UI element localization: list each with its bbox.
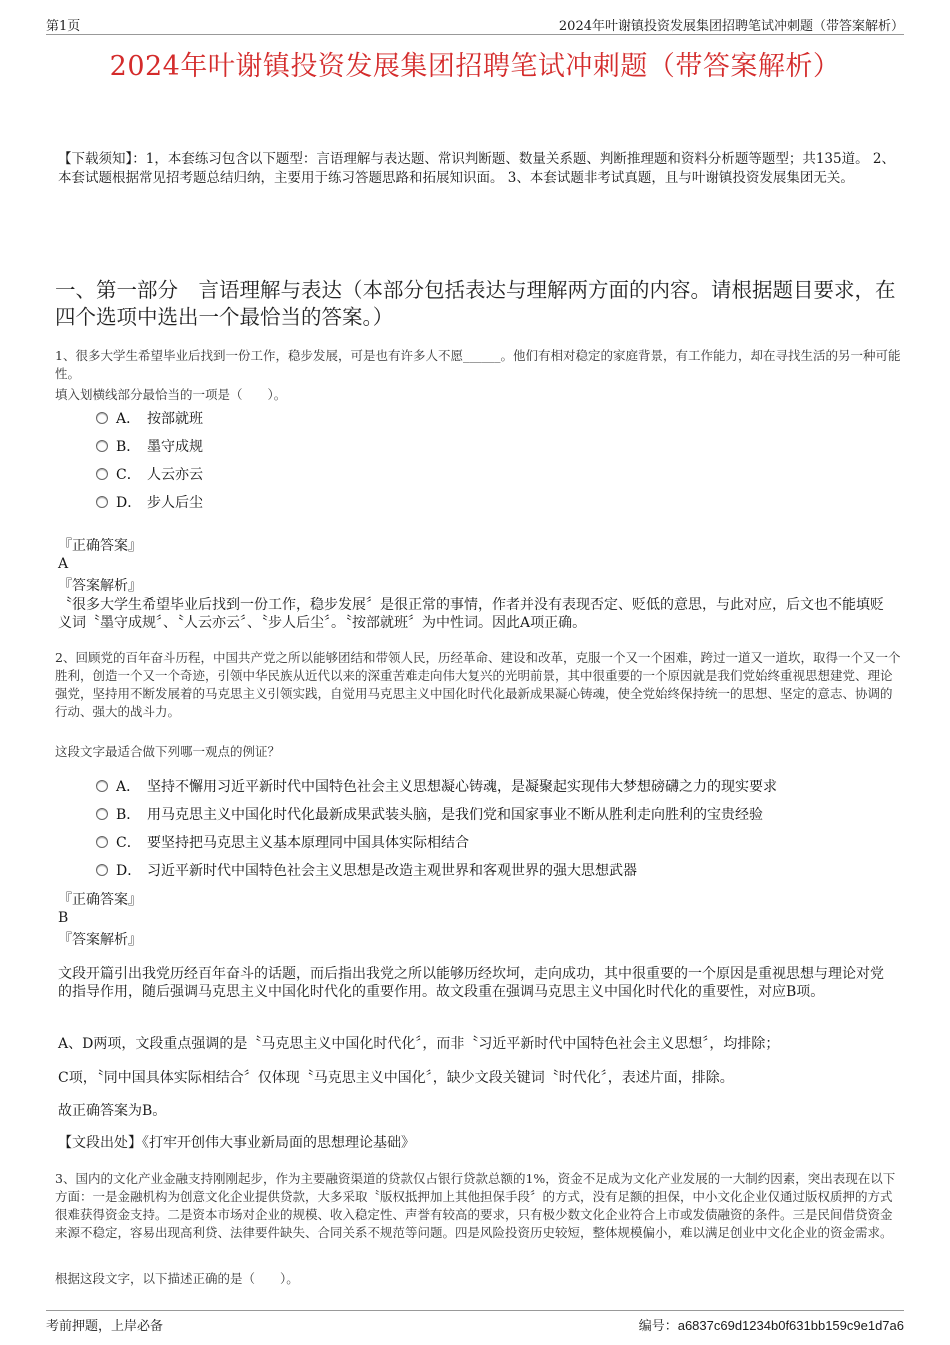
q1-answer: A	[58, 556, 69, 572]
q3-stem: 3、国内的文化产业金融支持刚刚起步，作为主要融资渠道的贷款仅占银行贷款总额的1%，资金不足成为文化产业发展的一大制约因素，突出表现在以下方面：一是金融机构为创意文化企业提供贷款，大多采取〝版权抵押加上其他担保手段〞的方式，没有足额的担保，中小文化企业仅通过版权质押的方式很难获得资金支持。二是资本市场对企业的规模、收入稳定性、声誉有较高的要求，只有极少数文化企业符合上市或发债融资的条件。三是民间借贷资金来源不稳定，容易出现高利贷、法律要件缺失、合同关系不规范等问题。四是风险投资历史较短，整体规模偏小，难以满足创业中文化企业的资金需求。	[55, 1171, 896, 1240]
q2-analysis-p4: 故正确答案为B。	[58, 1103, 167, 1119]
document-title: 2024年叶谢镇投资发展集团招聘笔试冲刺题（带答案解析）	[109, 51, 841, 82]
radio-icon[interactable]	[96, 468, 108, 480]
q2-option-a[interactable]: A． 坚持不懈用习近平新时代中国特色社会主义思想凝心铸魂，是凝聚起实现伟大梦想磅礴之力的现实要求	[96, 778, 777, 796]
q1-option-a[interactable]: A． 按部就班	[96, 410, 203, 428]
q1-prompt: 填入划横线部分最恰当的一项是（ ）。	[55, 387, 287, 402]
q1-option-b[interactable]: B． 墨守成规	[96, 438, 203, 456]
q1-analysis-label: 『答案解析』	[58, 578, 142, 594]
q2-answer: B	[58, 910, 69, 926]
q2-analysis-p3: C项，〝同中国具体实际相结合〞仅体现〝马克思主义中国化〞，缺少文段关键词〝时代化〞，表述片面，排除。	[58, 1070, 734, 1086]
radio-icon[interactable]	[96, 412, 108, 424]
page-footer	[46, 1310, 904, 1337]
radio-icon[interactable]	[96, 864, 108, 876]
q2-correct-label: 『正确答案』	[58, 892, 142, 908]
radio-icon[interactable]	[96, 836, 108, 848]
radio-icon[interactable]	[96, 780, 108, 792]
q1-correct-label: 『正确答案』	[58, 538, 142, 554]
download-notice: 【下载须知】：1，本套练习包含以下题型：言语理解与表达题、常识判断题、数量关系题、判断推理题和资料分析题等题型；共135道。 2、本套试题根据常见招考题总结归纳，主要用于练习答题思路和拓展知识面。 3、本套试题非考试真题，且与叶谢镇投资发展集团无关。	[58, 151, 895, 186]
q1-option-c[interactable]: C． 人云亦云	[96, 466, 203, 484]
q2-analysis-label: 『答案解析』	[58, 932, 142, 948]
q2-prompt: 这段文字最适合做下列哪一观点的例证？	[55, 744, 281, 759]
q2-stem: 2、回顾党的百年奋斗历程，中国共产党之所以能够团结和带领人民，历经革命、建设和改革，克服一个又一个困难，跨过一道又一道坎，取得一个又一个胜利，创造一个又一个奇迹，引领中华民族从近代以来的深重苦难走向伟大复兴的光明前景，其中很重要的一个原因就是我们党始终重视思想建党、理论强党，坚持用不断发展着的马克思主义引领实践，自觉用马克思主义中国化时代化最新成果凝心铸魂，使全党始终保持统一的思想、坚定的意志、协调的行动、强大的战斗力。	[55, 650, 901, 719]
radio-icon[interactable]	[96, 440, 108, 452]
q2-option-d[interactable]: D． 习近平新时代中国特色社会主义思想是改造主观世界和客观世界的强大思想武器	[96, 862, 637, 880]
page-number: 第1页	[46, 19, 81, 34]
radio-icon[interactable]	[96, 496, 108, 508]
footer-code: 编号：a6837c69d1234b0f631bb159c9e1d7a6	[638, 1318, 904, 1333]
section-heading: 一、第一部分 言语理解与表达（本部分包括表达与理解两方面的内容。请根据题目要求，在四个选项中选出一个最恰当的答案。）	[55, 278, 896, 329]
q1-analysis: 〝很多大学生希望毕业后找到一份工作，稳步发展〞是很正常的事情，作者并没有表现否定、贬低的意思，与此对应，后文也不能填贬义词〝墨守成规〞、〝人云亦云〞、〝步人后尘〞。〝按部就班〞为中性词。因此A项正确。	[58, 597, 884, 631]
q2-source: 【文段出处】《打牢开创伟大事业新局面的思想理论基础》	[58, 1135, 415, 1151]
q3-prompt: 根据这段文字，以下描述正确的是（ ）。	[55, 1271, 299, 1286]
q2-option-b[interactable]: B． 用马克思主义中国化时代化最新成果武装头脑，是我们党和国家事业不断从胜利走向胜利的宝贵经验	[96, 806, 763, 824]
page-header	[46, 12, 904, 35]
radio-icon[interactable]	[96, 808, 108, 820]
q2-analysis-p1: 文段开篇引出我党历经百年奋斗的话题，而后指出我党之所以能够历经坎坷，走向成功，其中很重要的一个原因是重视思想与理论对党的指导作用，随后强调马克思主义中国化时代化的重要作用。故文段重在强调马克思主义中国化时代化的重要性，对应B项。	[58, 966, 884, 1000]
footer-slogan: 考前押题，上岸必备	[46, 1319, 164, 1334]
header-doc-title: 2024年叶谢镇投资发展集团招聘笔试冲刺题（带答案解析）	[558, 19, 904, 34]
q1-option-d[interactable]: D． 步人后尘	[96, 494, 203, 512]
q1-stem: 1、很多大学生希望毕业后找到一份工作，稳步发展，可是也有许多人不愿______。他们有相对稳定的家庭背景，有工作能力，却在寻找生活的另一种可能性。	[55, 348, 901, 381]
q2-option-c[interactable]: C． 要坚持把马克思主义基本原理同中国具体实际相结合	[96, 834, 469, 852]
q2-analysis-p2: A、D两项，文段重点强调的是〝马克思主义中国化时代化〞，而非〝习近平新时代中国特色社会主义思想〞，均排除；	[58, 1036, 780, 1052]
